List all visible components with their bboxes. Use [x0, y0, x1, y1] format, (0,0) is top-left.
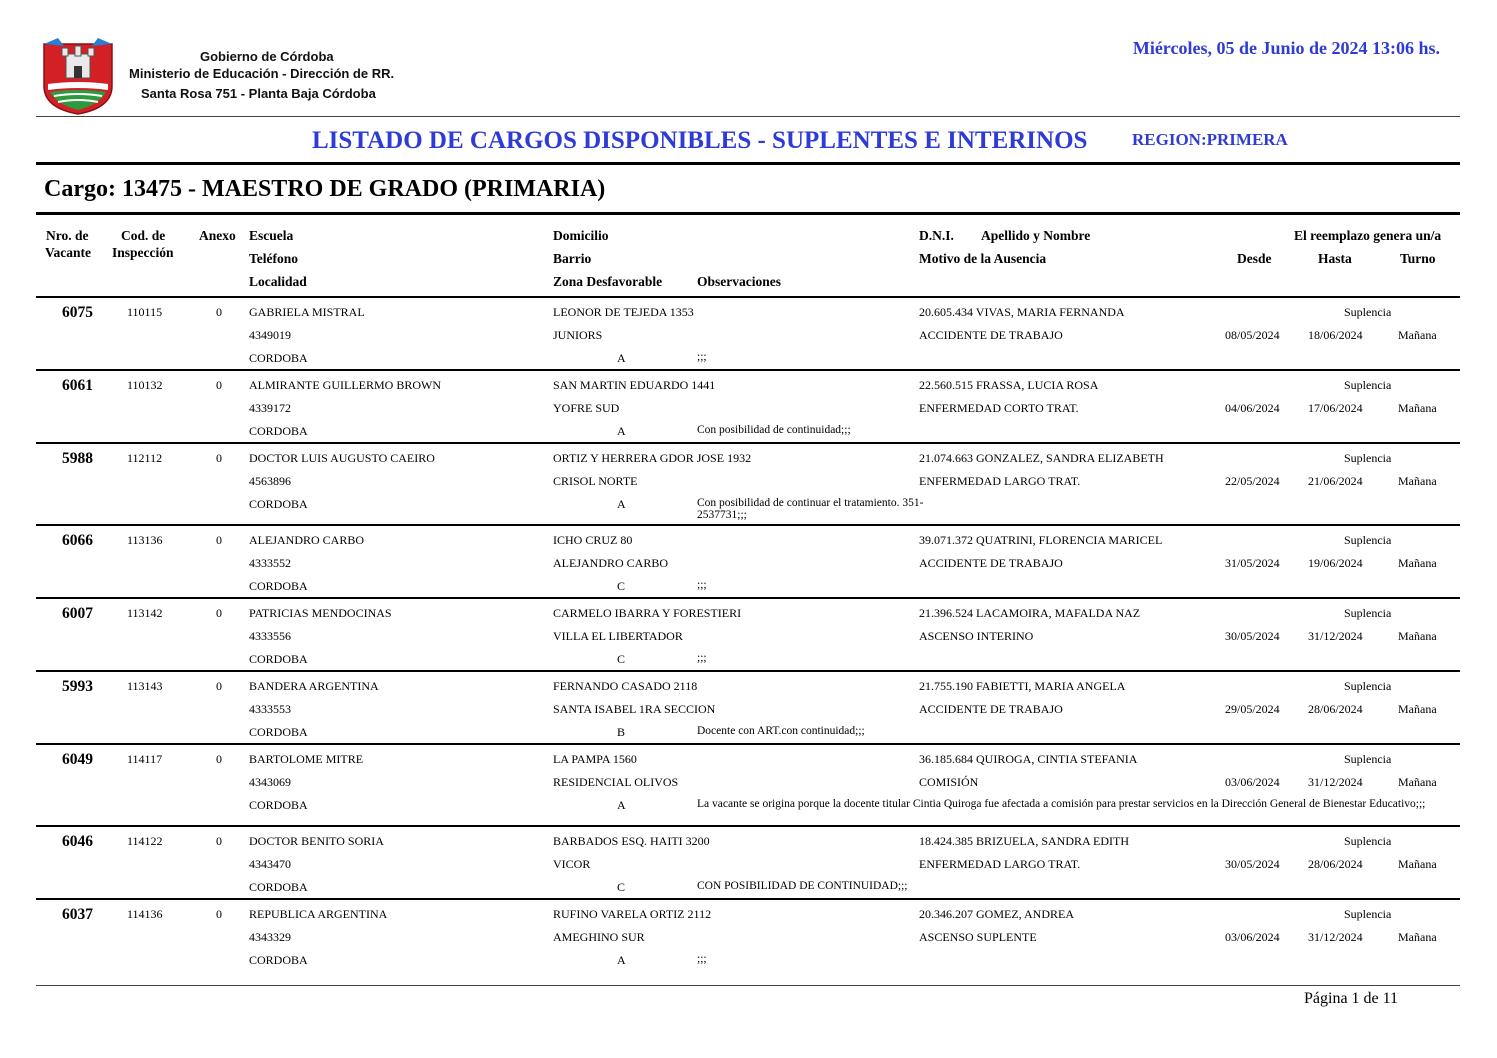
vacancy-nro: 6075 [62, 304, 93, 321]
col-nro-vacante: Nro. de [46, 228, 89, 243]
vacancy-anexo: 0 [216, 606, 222, 620]
vacancy-motivo: ACCIDENTE DE TRABAJO [919, 702, 1063, 716]
vacancy-localidad: CORDOBA [249, 725, 308, 739]
vacancy-hasta: 31/12/2024 [1308, 775, 1363, 789]
vacancy-cod: 110132 [127, 378, 163, 392]
col-observaciones: Observaciones [697, 274, 781, 289]
institution-ministry: Ministerio de Educación - Dirección de RR. [129, 66, 395, 81]
vacancy-observaciones: ;;; [697, 579, 707, 591]
vacancy-tipo: Suplencia [1344, 451, 1392, 465]
vacancy-hasta: 28/06/2024 [1308, 857, 1363, 871]
vacancy-observaciones: Docente con ART.con continuidad;;; [697, 725, 865, 737]
report-date: Miércoles, 05 de Junio de 2024 13:06 hs. [1132, 38, 1440, 58]
vacancy-tipo: Suplencia [1344, 679, 1392, 693]
vacancy-zona: A [617, 351, 626, 365]
cordoba-shield-logo [40, 36, 116, 116]
page-title: LISTADO DE CARGOS DISPONIBLES - SUPLENTES E INTERINOS [312, 127, 1088, 154]
vacancy-domicilio: LA PAMPA 1560 [553, 752, 637, 766]
title-divider [36, 162, 1460, 165]
col-motivo: Motivo de la Ausencia [919, 251, 1047, 266]
col-telefono: Teléfono [249, 251, 299, 266]
col-nro-vacante-2: Vacante [45, 245, 91, 260]
vacancy-domicilio: SAN MARTIN EDUARDO 1441 [553, 378, 716, 392]
vacancy-motivo: ENFERMEDAD CORTO TRAT. [919, 401, 1079, 415]
vacancy-telefono: 4349019 [249, 328, 291, 342]
vacancy-anexo: 0 [216, 907, 222, 921]
vacancy-cod: 113142 [127, 606, 163, 620]
vacancy-escuela: BARTOLOME MITRE [249, 752, 364, 766]
vacancy-escuela: BANDERA ARGENTINA [249, 679, 379, 693]
vacancy-dni-nombre: 21.755.190 FABIETTI, MARIA ANGELA [919, 679, 1126, 693]
row-divider [36, 743, 1460, 745]
vacancy-telefono: 4343069 [249, 775, 291, 789]
vacancy-dni-nombre: 21.396.524 LACAMOIRA, MAFALDA NAZ [919, 606, 1141, 620]
col-zona: Zona Desfavorable [553, 274, 663, 289]
vacancy-barrio: ALEJANDRO CARBO [553, 556, 669, 570]
vacancy-cod: 113136 [127, 533, 163, 547]
vacancy-zona: C [617, 652, 626, 666]
vacancy-turno: Mañana [1398, 629, 1437, 643]
vacancy-hasta: 31/12/2024 [1308, 629, 1363, 643]
vacancy-domicilio: RUFINO VARELA ORTIZ 2112 [553, 907, 712, 921]
vacancy-barrio: JUNIORS [553, 328, 603, 342]
vacancy-turno: Mañana [1398, 857, 1437, 871]
vacancy-telefono: 4563896 [249, 474, 291, 488]
vacancy-tipo: Suplencia [1344, 606, 1392, 620]
vacancy-observaciones: Con posibilidad de continuar el tratamiento. 351-2537731;;; [697, 497, 924, 521]
vacancy-nro: 6066 [62, 532, 93, 549]
vacancy-localidad: CORDOBA [249, 579, 308, 593]
vacancy-anexo: 0 [216, 752, 222, 766]
header-row-divider [36, 296, 1460, 298]
vacancy-turno: Mañana [1398, 556, 1437, 570]
vacancy-observaciones: ;;; [697, 652, 707, 664]
col-cod-inspeccion-2: Inspección [112, 245, 174, 260]
col-anexo: Anexo [199, 228, 236, 243]
vacancy-desde: 22/05/2024 [1225, 474, 1280, 488]
col-escuela: Escuela [249, 228, 294, 243]
header-divider [36, 116, 1460, 117]
vacancy-observaciones: La vacante se origina porque la docente titular Cintia Quiroga fue afectada a comisión para prestar servicios en la Dirección General de Bienestar Educativo;;; [697, 798, 1426, 810]
vacancy-motivo: ASCENSO INTERINO [919, 629, 1034, 643]
vacancy-zona: A [617, 424, 626, 438]
vacancy-escuela: GABRIELA MISTRAL [249, 305, 365, 319]
vacancy-telefono: 4343329 [249, 930, 291, 944]
vacancy-localidad: CORDOBA [249, 424, 308, 438]
vacancy-domicilio: ICHO CRUZ 80 [553, 533, 633, 547]
vacancy-desde: 03/06/2024 [1225, 930, 1280, 944]
vacancy-domicilio: FERNANDO CASADO 2118 [553, 679, 698, 693]
vacancy-tipo: Suplencia [1344, 907, 1392, 921]
col-genera: El reemplazo genera un/a [1294, 228, 1442, 243]
vacancy-observaciones: Con posibilidad de continuidad;;; [697, 424, 851, 436]
vacancy-motivo: ACCIDENTE DE TRABAJO [919, 556, 1063, 570]
vacancy-zona: C [617, 579, 626, 593]
col-localidad: Localidad [249, 274, 307, 289]
vacancy-hasta: 21/06/2024 [1308, 474, 1363, 488]
vacancy-observaciones: CON POSIBILIDAD DE CONTINUIDAD;;; [697, 880, 908, 892]
vacancy-telefono: 4333553 [249, 702, 291, 716]
vacancy-domicilio: BARBADOS ESQ. HAITI 3200 [553, 834, 710, 848]
vacancy-escuela: ALMIRANTE GUILLERMO BROWN [249, 378, 441, 392]
vacancy-turno: Mañana [1398, 930, 1437, 944]
vacancy-barrio: SANTA ISABEL 1RA SECCION [553, 702, 716, 716]
vacancy-barrio: YOFRE SUD [553, 401, 620, 415]
vacancy-motivo: ENFERMEDAD LARGO TRAT. [919, 857, 1081, 871]
vacancy-escuela: DOCTOR BENITO SORIA [249, 834, 384, 848]
vacancy-desde: 04/06/2024 [1225, 401, 1280, 415]
vacancy-barrio: VILLA EL LIBERTADOR [553, 629, 683, 643]
vacancy-domicilio: LEONOR DE TEJEDA 1353 [553, 305, 694, 319]
vacancy-localidad: CORDOBA [249, 880, 308, 894]
vacancy-barrio: RESIDENCIAL OLIVOS [553, 775, 679, 789]
row-divider [36, 442, 1460, 444]
vacancy-nro: 6049 [62, 751, 93, 768]
vacancy-turno: Mañana [1398, 775, 1437, 789]
footer-divider [36, 985, 1460, 986]
vacancy-dni-nombre: 20.605.434 VIVAS, MARIA FERNANDA [919, 305, 1125, 319]
vacancy-dni-nombre: 21.074.663 GONZALEZ, SANDRA ELIZABETH [919, 451, 1164, 465]
vacancy-motivo: COMISIÓN [919, 775, 979, 789]
vacancy-anexo: 0 [216, 533, 222, 547]
col-turno: Turno [1400, 251, 1436, 266]
vacancy-tipo: Suplencia [1344, 834, 1392, 848]
vacancy-desde: 29/05/2024 [1225, 702, 1280, 716]
vacancy-domicilio: ORTIZ Y HERRERA GDOR JOSE 1932 [553, 451, 752, 465]
vacancy-nro: 6046 [62, 833, 93, 850]
vacancy-telefono: 4343470 [249, 857, 291, 871]
vacancy-desde: 31/05/2024 [1225, 556, 1280, 570]
vacancy-desde: 30/05/2024 [1225, 857, 1280, 871]
vacancy-desde: 03/06/2024 [1225, 775, 1280, 789]
vacancy-dni-nombre: 18.424.385 BRIZUELA, SANDRA EDITH [919, 834, 1129, 848]
vacancy-barrio: AMEGHINO SUR [553, 930, 645, 944]
vacancy-cod: 114117 [127, 752, 163, 766]
institution-address: Santa Rosa 751 - Planta Baja Córdoba [141, 86, 376, 101]
cargo-divider [36, 212, 1460, 215]
row-divider [36, 369, 1460, 371]
vacancy-cod: 110115 [127, 305, 163, 319]
vacancy-escuela: ALEJANDRO CARBO [249, 533, 365, 547]
vacancy-hasta: 19/06/2024 [1308, 556, 1363, 570]
institution-government: Gobierno de Córdoba [200, 49, 334, 64]
vacancy-anexo: 0 [216, 378, 222, 392]
col-cod-inspeccion: Cod. de [121, 228, 166, 243]
vacancy-localidad: CORDOBA [249, 351, 308, 365]
vacancy-dni-nombre: 22.560.515 FRASSA, LUCIA ROSA [919, 378, 1099, 392]
row-divider [36, 825, 1460, 827]
vacancy-hasta: 17/06/2024 [1308, 401, 1363, 415]
col-barrio: Barrio [553, 251, 592, 266]
vacancy-zona: A [617, 953, 626, 967]
vacancy-zona: B [617, 725, 626, 739]
vacancy-hasta: 31/12/2024 [1308, 930, 1363, 944]
vacancy-dni-nombre: 20.346.207 GOMEZ, ANDREA [919, 907, 1074, 921]
vacancy-dni-nombre: 39.071.372 QUATRINI, FLORENCIA MARICEL [919, 533, 1163, 547]
vacancy-dni-nombre: 36.185.684 QUIROGA, CINTIA STEFANIA [919, 752, 1138, 766]
vacancy-cod: 113143 [127, 679, 163, 693]
col-domicilio: Domicilio [553, 228, 609, 243]
vacancy-desde: 30/05/2024 [1225, 629, 1280, 643]
vacancy-observaciones: ;;; [697, 351, 707, 363]
vacancy-motivo: ENFERMEDAD LARGO TRAT. [919, 474, 1081, 488]
vacancy-nro: 5988 [62, 450, 93, 467]
vacancy-tipo: Suplencia [1344, 378, 1392, 392]
col-dni: D.N.I. [919, 228, 954, 243]
row-divider [36, 597, 1460, 599]
vacancy-hasta: 18/06/2024 [1308, 328, 1363, 342]
vacancy-motivo: ASCENSO SUPLENTE [919, 930, 1037, 944]
vacancy-localidad: CORDOBA [249, 497, 308, 511]
vacancy-tipo: Suplencia [1344, 752, 1392, 766]
row-divider [36, 898, 1460, 900]
vacancy-escuela: PATRICIAS MENDOCINAS [249, 606, 392, 620]
col-desde: Desde [1237, 251, 1272, 266]
vacancy-turno: Mañana [1398, 401, 1437, 415]
region-label: REGION:PRIMERA [1132, 130, 1288, 149]
vacancy-hasta: 28/06/2024 [1308, 702, 1363, 716]
vacancy-turno: Mañana [1398, 474, 1437, 488]
vacancy-nro: 5993 [62, 678, 93, 695]
vacancy-zona: A [617, 798, 626, 812]
vacancy-telefono: 4333552 [249, 556, 291, 570]
vacancy-barrio: CRISOL NORTE [553, 474, 638, 488]
cargo-heading: Cargo: 13475 - MAESTRO DE GRADO (PRIMARIA) [44, 176, 606, 202]
vacancy-telefono: 4333556 [249, 629, 291, 643]
col-hasta: Hasta [1318, 251, 1352, 266]
vacancy-anexo: 0 [216, 834, 222, 848]
vacancy-nro: 6007 [62, 605, 93, 622]
vacancy-anexo: 0 [216, 451, 222, 465]
row-divider [36, 524, 1460, 526]
vacancy-cod: 114136 [127, 907, 163, 921]
vacancy-turno: Mañana [1398, 702, 1437, 716]
vacancy-tipo: Suplencia [1344, 533, 1392, 547]
vacancy-anexo: 0 [216, 305, 222, 319]
vacancy-motivo: ACCIDENTE DE TRABAJO [919, 328, 1063, 342]
vacancy-nro: 6037 [62, 906, 93, 923]
vacancy-escuela: DOCTOR LUIS AUGUSTO CAEIRO [249, 451, 435, 465]
vacancy-localidad: CORDOBA [249, 798, 308, 812]
vacancy-anexo: 0 [216, 679, 222, 693]
vacancy-zona: A [617, 497, 626, 511]
vacancy-observaciones: ;;; [697, 953, 707, 965]
vacancy-nro: 6061 [62, 377, 93, 394]
vacancy-desde: 08/05/2024 [1225, 328, 1280, 342]
vacancy-cod: 112112 [127, 451, 163, 465]
vacancy-barrio: VICOR [553, 857, 591, 871]
row-divider [36, 670, 1460, 672]
vacancy-cod: 114122 [127, 834, 163, 848]
col-apellido: Apellido y Nombre [981, 228, 1091, 243]
vacancy-localidad: CORDOBA [249, 953, 308, 967]
page-number: Página 1 de 11 [1304, 990, 1399, 1007]
vacancy-localidad: CORDOBA [249, 652, 308, 666]
vacancy-zona: C [617, 880, 626, 894]
vacancy-telefono: 4339172 [249, 401, 291, 415]
vacancy-tipo: Suplencia [1344, 305, 1392, 319]
vacancy-domicilio: CARMELO IBARRA Y FORESTIERI [553, 606, 742, 620]
vacancy-escuela: REPUBLICA ARGENTINA [249, 907, 388, 921]
vacancy-turno: Mañana [1398, 328, 1437, 342]
